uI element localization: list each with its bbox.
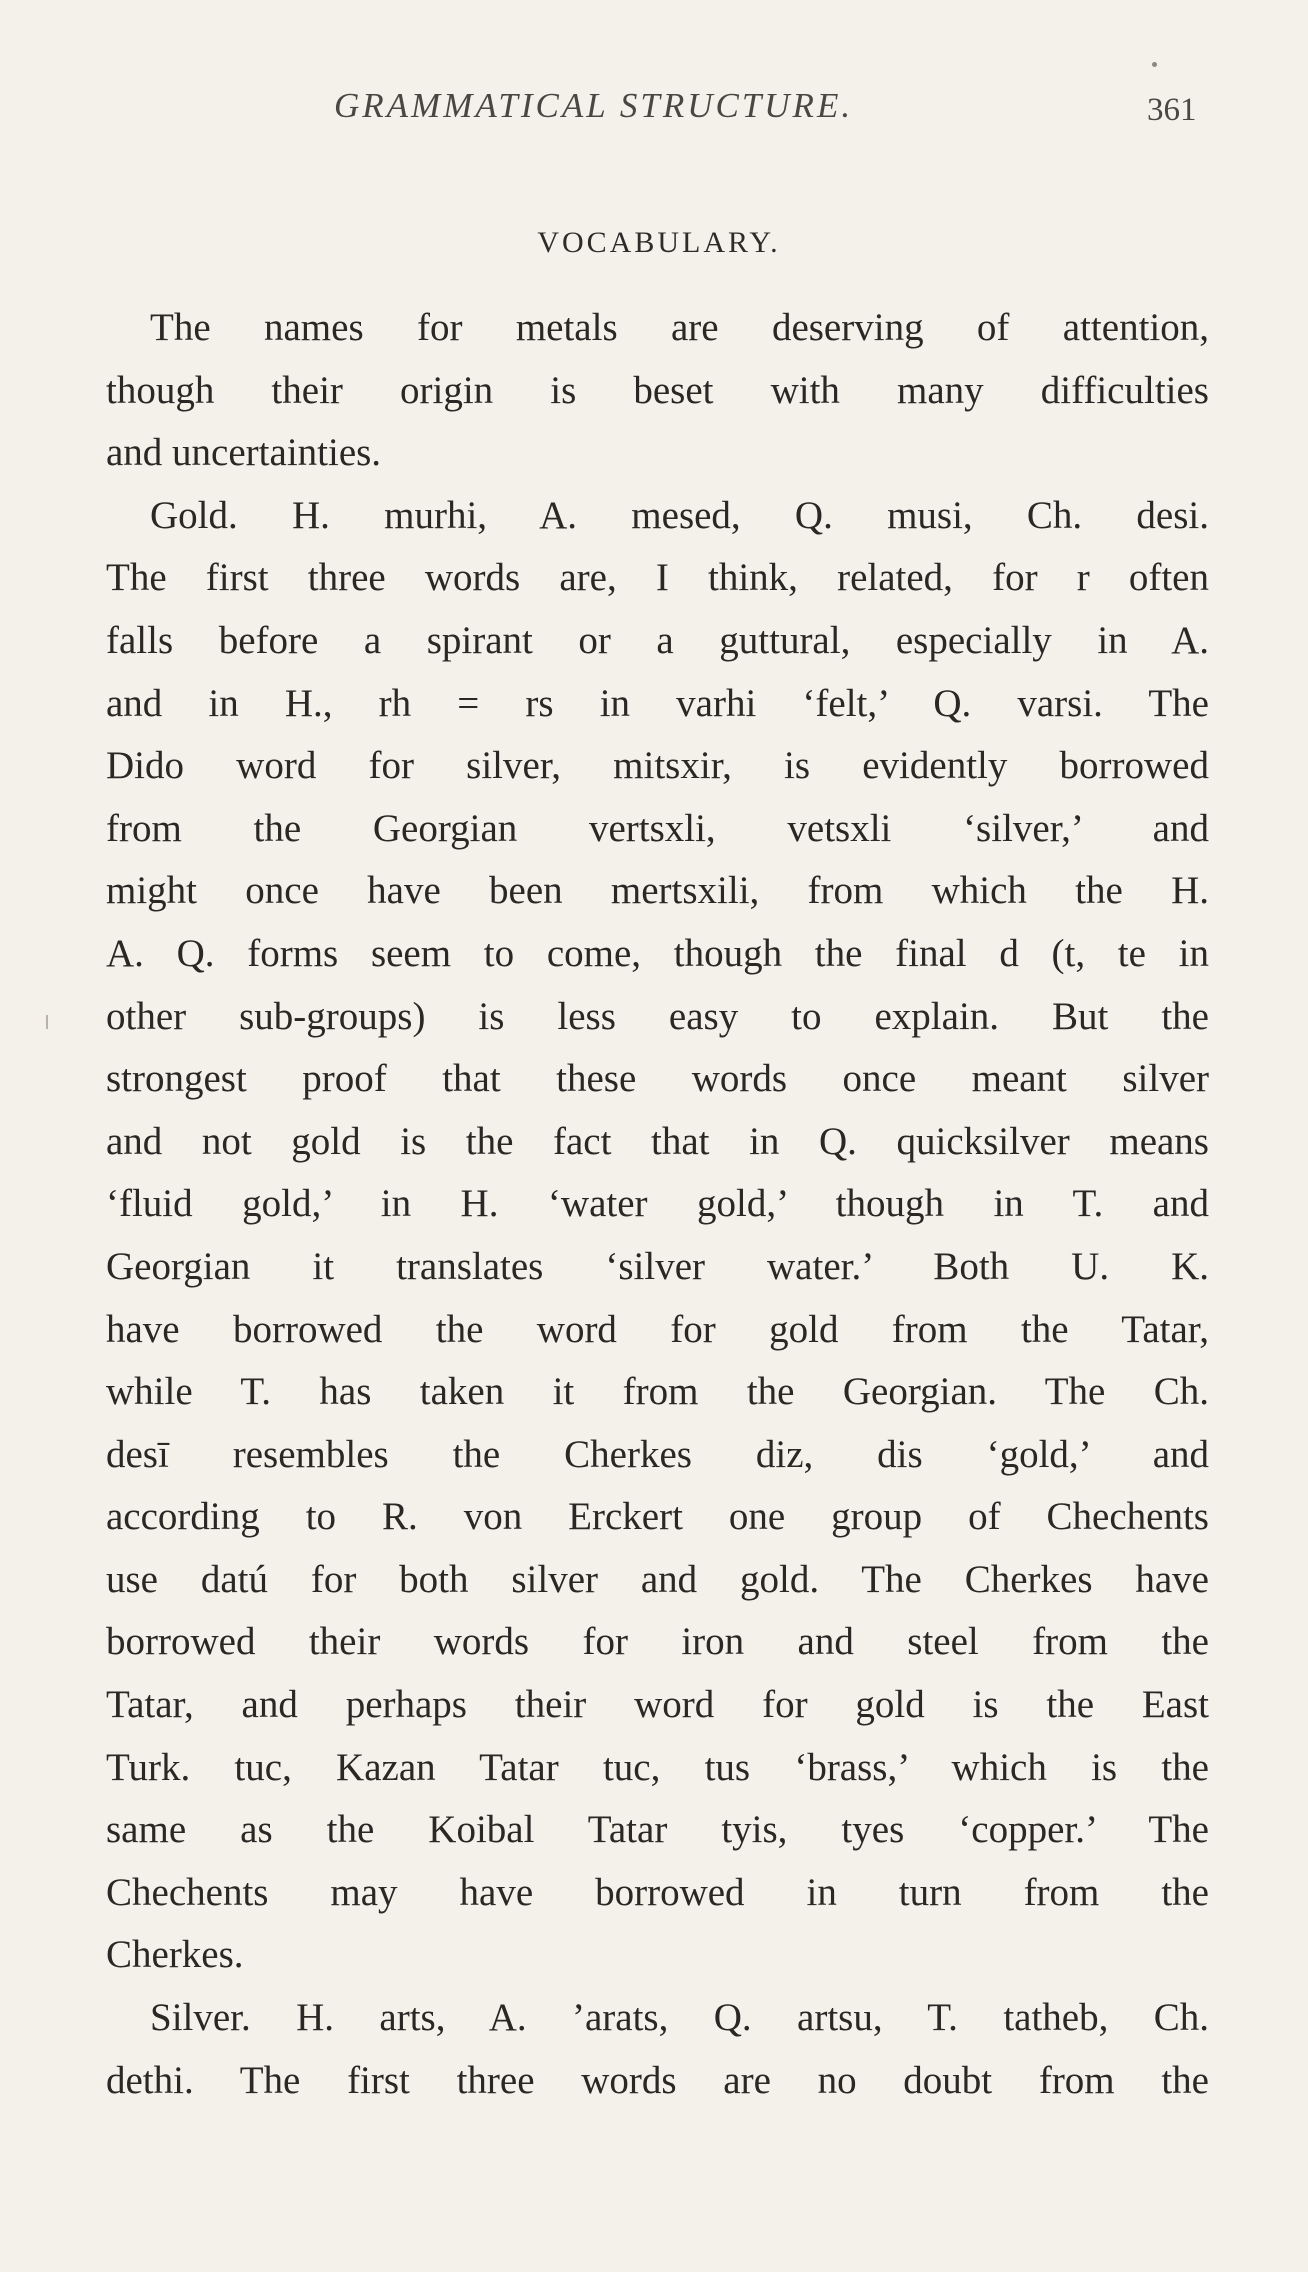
text-line: according to R. von Erckert one group of Chechents [106, 1495, 1209, 1539]
margin-mark [46, 1015, 48, 1029]
text-line: Turk. tuc, Kazan Tatar tuc, tus ‘brass,’ which is the [106, 1745, 1209, 1789]
text-line: The names for metals are deserving of attention, [150, 306, 1209, 349]
text-line: Chechents may have borrowed in turn from the [106, 1870, 1209, 1914]
page-number: 361 [1147, 92, 1197, 128]
text-line: have borrowed the word for gold from the Tatar, [106, 1307, 1209, 1351]
text-line: The first three words are, I think, related, for r often [106, 556, 1209, 600]
text-line: while T. has taken it from the Georgian. The Ch. [106, 1370, 1209, 1414]
text-line: though their origin is beset with many difficulties [106, 368, 1209, 412]
text-line: Tatar, and perhaps their word for gold is the East [106, 1683, 1209, 1727]
text-line: A. Q. forms seem to come, though the final d (t, te in [106, 931, 1209, 975]
text-line: Cherkes. [106, 1933, 244, 1977]
text-line: use datú for both silver and gold. The Cherkes have [106, 1557, 1209, 1601]
section-heading: VOCABULARY. [537, 226, 781, 259]
ink-speck [1152, 62, 1157, 67]
text-line: and not gold is the fact that in Q. quicksilver means [106, 1119, 1209, 1163]
running-head [0, 86, 1308, 136]
text-line: from the Georgian vertsxli, vetsxli ‘silver,’ and [106, 806, 1209, 850]
body-text [106, 297, 1209, 2112]
text-line: and in H., rh = rs in varhi ‘felt,’ Q. varsi. The [106, 681, 1209, 725]
text-line: Silver. H. arts, A. ’arats, Q. artsu, T. tatheb, Ch. [150, 1996, 1209, 2040]
text-line: ‘fluid gold,’ in H. ‘water gold,’ though in T. and [106, 1182, 1209, 1226]
text-line: Dido word for silver, mitsxir, is evidently borrowed [106, 744, 1209, 788]
text-line: desī resembles the Cherkes diz, dis ‘gold,’ and [106, 1432, 1209, 1476]
text-line: same as the Koibal Tatar tyis, tyes ‘copper.’ The [106, 1808, 1209, 1852]
text-line: Georgian it translates ‘silver water.’ Both U. K. [106, 1244, 1209, 1288]
text-line: dethi. The first three words are no doubt from the [106, 2058, 1209, 2102]
running-title: GRAMMATICAL STRUCTURE. [334, 86, 854, 125]
text-line: Gold. H. murhi, A. mesed, Q. musi, Ch. desi. [150, 493, 1209, 537]
text-line: strongest proof that these words once meant silver [106, 1057, 1209, 1101]
text-line: borrowed their words for iron and steel from the [106, 1620, 1209, 1664]
text-line: might once have been mertsxili, from which the H. [106, 869, 1209, 913]
text-line: and uncertainties. [106, 431, 382, 475]
text-line: other sub-groups) is less easy to explain. But the [106, 994, 1209, 1038]
text-line: falls before a spirant or a guttural, especially in A. [106, 618, 1209, 662]
